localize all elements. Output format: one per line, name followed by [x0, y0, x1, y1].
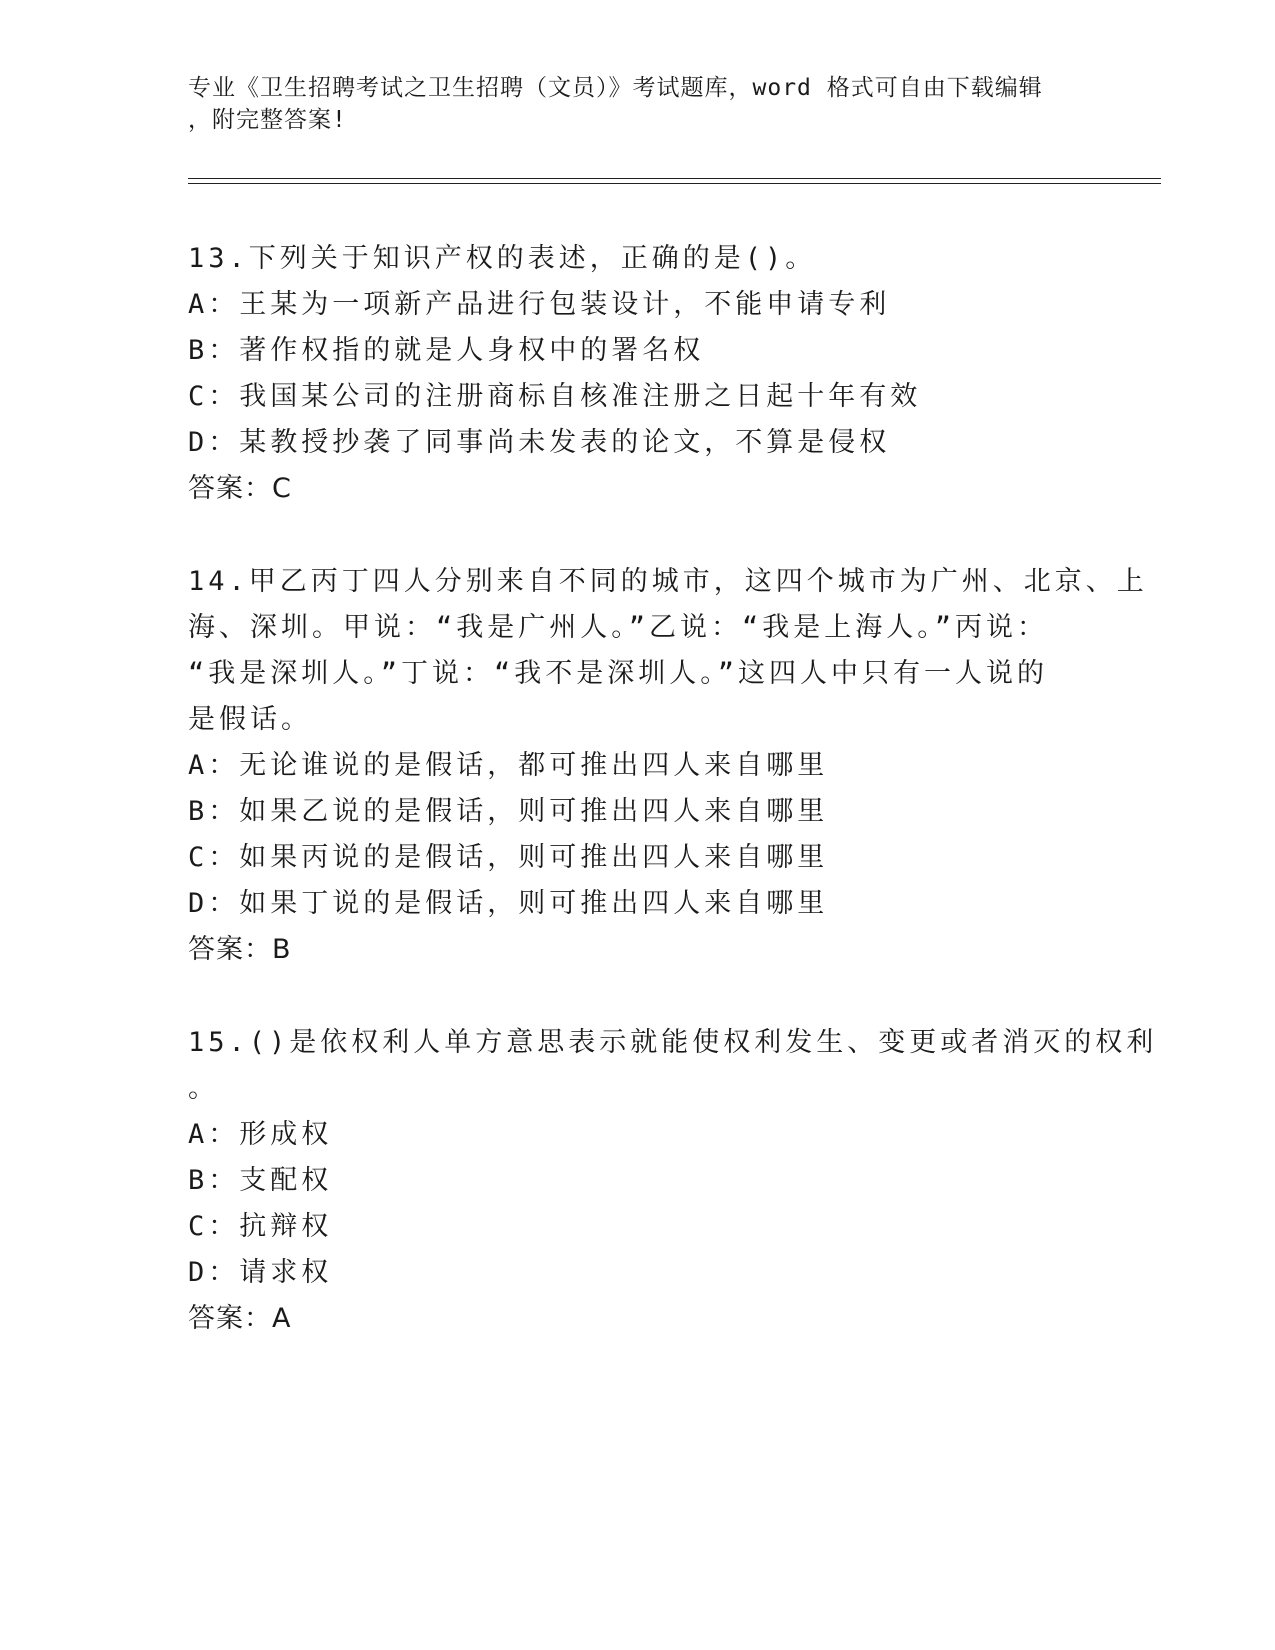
question-stem: 14.甲乙丙丁四人分别来自不同的城市，这四个城市为广州、北京、上: [188, 566, 1148, 597]
header-line-1: 专业《卫生招聘考试之卫生招聘（文员）》考试题库，word 格式可自由下载编辑: [188, 75, 1043, 101]
header-divider-top: [188, 178, 1161, 179]
question-stem: 是假话。: [188, 704, 312, 735]
answer: 答案：A: [188, 1303, 292, 1334]
option-a: A：王某为一项新产品进行包装设计，不能申请专利: [188, 289, 891, 320]
question-stem: 海、深圳。甲说：“我是广州人。”乙说：“我是上海人。”丙说：: [188, 612, 1049, 643]
option-d: D：请求权: [188, 1257, 333, 1288]
option-a: A：形成权: [188, 1119, 333, 1150]
header-line-2: ，附完整答案!: [188, 107, 347, 133]
question-stem: 13.下列关于知识产权的表述，正确的是()。: [188, 243, 817, 274]
question-list: [188, 236, 1158, 1389]
answer: 答案：B: [188, 934, 292, 965]
document-header: [188, 72, 1068, 136]
option-c: C：如果丙说的是假话，则可推出四人来自哪里: [188, 842, 829, 873]
option-b: B：支配权: [188, 1165, 333, 1196]
option-b: B：如果乙说的是假话，则可推出四人来自哪里: [188, 796, 829, 827]
option-c: C：抗辩权: [188, 1211, 333, 1242]
header-divider-bottom: [188, 183, 1161, 184]
question-15: [188, 1020, 1158, 1342]
question-stem: 。: [188, 1073, 219, 1104]
question-stem: “我是深圳人。”丁说：“我不是深圳人。”这四人中只有一人说的: [188, 658, 1049, 689]
option-c: C：我国某公司的注册商标自核准注册之日起十年有效: [188, 381, 922, 412]
option-a: A：无论谁说的是假话，都可推出四人来自哪里: [188, 750, 829, 781]
question-stem: 15.()是依权利人单方意思表示就能使权利发生、变更或者消灭的权利: [188, 1027, 1158, 1058]
option-d: D：如果丁说的是假话，则可推出四人来自哪里: [188, 888, 829, 919]
question-14: [188, 559, 1148, 973]
answer: 答案：C: [188, 473, 292, 504]
option-b: B：著作权指的就是人身权中的署名权: [188, 335, 705, 366]
question-13: [188, 236, 1088, 512]
option-d: D：某教授抄袭了同事尚未发表的论文，不算是侵权: [188, 427, 891, 458]
